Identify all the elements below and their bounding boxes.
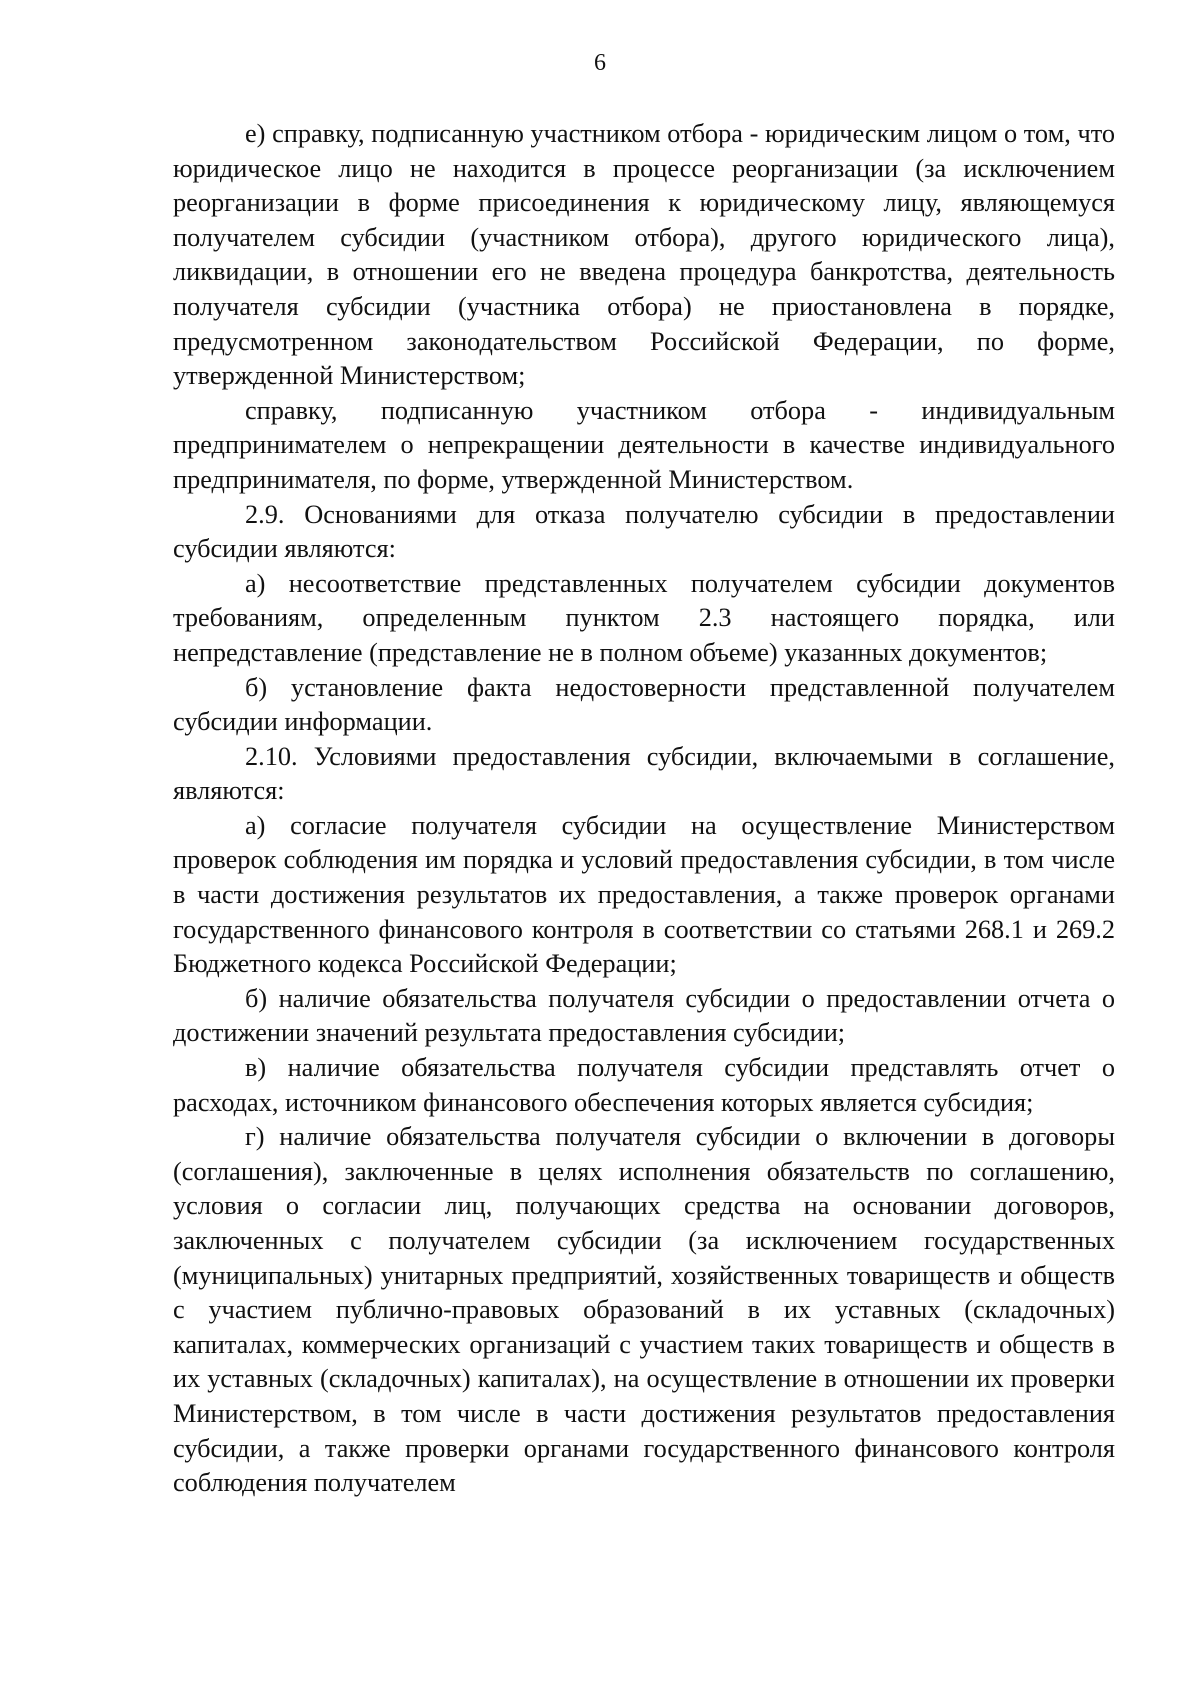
paragraph-2-10-b: б) наличие обязательства получателя субсидии о предоставлении отчета о достижении значений результата предоставления субсидии; <box>173 983 1115 1048</box>
paragraph-2-10-g: г) наличие обязательства получателя субсидии о включении в договоры (соглашения), заключенные в целях исполнения обязательств по соглашению, условия о согласии лиц, получающих средства на основании договоров, заключенных с получателем субсидии (за исключением государственных (муниципальных) унитарных предприятий, хозяйственных товариществ и обществ с участием публично-правовых образований в их уставных (складочных) капиталах, коммерческих организаций с участием таких товариществ и обществ в их уставных (складочных) капиталах), на осуществление в отношении их проверки Министерством, в том числе в части достижения результатов предоставления субсидии, а также проверки органами государственного финансового контроля соблюдения получателем <box>173 1122 1115 1498</box>
page-number: 6 <box>594 50 606 76</box>
paragraph-2-9-a: а) несоответствие представленных получателем субсидии документов требованиям, определенным пунктом 2.3 настоящего порядка, или непредставление (представление не в полном объеме) указанных документов; <box>173 568 1115 667</box>
paragraph-2-9-b: б) установление факта недостоверности представленной получателем субсидии информации. <box>173 672 1115 737</box>
paragraph-e-legal-entity-certificate: е) справку, подписанную участником отбора - юридическим лицом о том, что юридическое лицо не находится в процессе реорганизации (за исключением реорганизации в форме присоединения к юридическому лицу, являющемуся получателем субсидии (участником отбора), другого юридического лица), ликвидации, в отношении его не введена процедура банкротства, деятельность получателя субсидии (участника отбора) не приостановлена в порядке, предусмотренном законодательством Российской Федерации, по форме, утвержденной Министерством; <box>173 119 1115 391</box>
paragraph-2-10-conditions: 2.10. Условиями предоставления субсидии, включаемыми в соглашение, являются: <box>173 741 1115 806</box>
document-body <box>173 117 1115 1501</box>
paragraph-2-10-a: а) согласие получателя субсидии на осуществление Министерством проверок соблюдения им порядка и условий предоставления субсидии, в том числе в части достижения результатов их предоставления, а также проверок органами государственного финансового контроля в соответствии со статьями 268.1 и 269.2 Бюджетного кодекса Российской Федерации; <box>173 810 1115 979</box>
paragraph-2-10-v: в) наличие обязательства получателя субсидии представлять отчет о расходах, источником финансового обеспечения которых является субсидия; <box>173 1053 1115 1117</box>
paragraph-entrepreneur-certificate: справку, подписанную участником отбора - индивидуальным предпринимателем о непрекращении деятельности в качестве индивидуального предпринимателя, по форме, утвержденной Министерством. <box>173 395 1115 494</box>
paragraph-2-9-refusal-grounds: 2.9. Основаниями для отказа получателю субсидии в предоставлении субсидии являются: <box>173 499 1115 564</box>
